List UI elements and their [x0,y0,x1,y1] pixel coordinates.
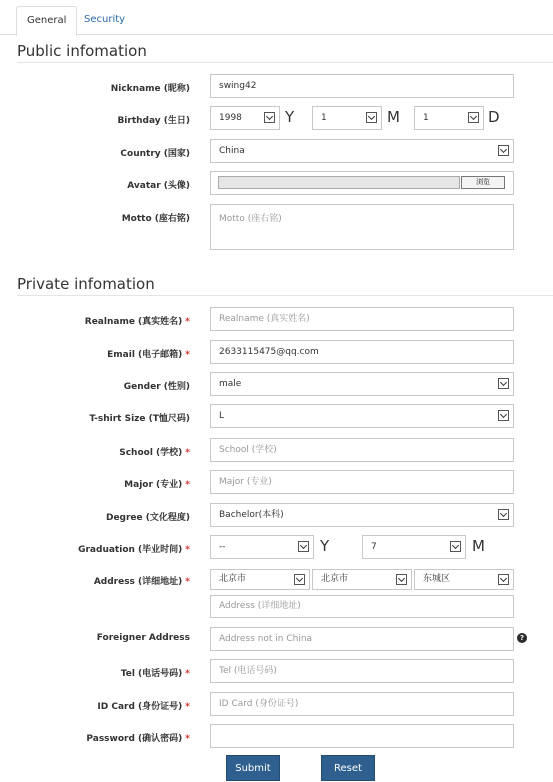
email-label-text: Email (电子邮箱) [107,350,183,360]
private-section-divider [17,295,553,296]
school-label-text: School (学校) [119,448,183,458]
realname-label [85,314,190,327]
major-input[interactable]: Major (专业) [210,470,514,494]
chevron-down-icon [396,574,407,585]
submit-button[interactable]: Submit [226,755,280,781]
password-input[interactable] [210,724,514,748]
graduation-month-value: 7 [371,542,377,552]
birthday-label: Birthday (生日) [117,116,190,126]
birthday-month-unit: M [387,108,400,126]
school-input[interactable]: School (学校) [210,438,514,462]
address-city-value: 北京市 [321,574,349,584]
chevron-down-icon [450,541,461,552]
gender-select[interactable] [210,372,514,396]
tshirt-value: L [219,411,225,421]
graduation-year-select[interactable] [210,535,314,559]
chevron-down-icon [498,509,509,520]
birthday-month-value: 1 [321,113,327,123]
country-select[interactable] [210,139,514,163]
foreigner-address-label: Foreigner Address [96,633,190,643]
private-section-title: Private infomation [17,275,155,293]
graduation-month-select[interactable] [362,535,466,559]
chevron-down-icon [498,574,509,585]
avatar-browse-button[interactable]: 浏览 [461,176,505,189]
birthday-year-select[interactable] [210,106,280,130]
tel-label [121,666,190,679]
country-value: China [219,146,245,156]
major-label [124,477,190,490]
nickname-input[interactable]: swing42 [210,74,514,98]
degree-label: Degree (文化程度) [105,513,190,523]
help-icon[interactable]: ? [517,633,527,643]
motto-label: Motto (座右铭) [121,214,190,224]
address-district-select[interactable] [414,569,514,590]
birthday-day-unit: D [488,108,500,126]
idcard-label-text: ID Card (身份证号) [97,702,183,712]
realname-label-text: Realname (真实姓名) [84,317,183,327]
major-label-text: Major (专业) [124,480,183,490]
tab-bar [0,0,553,35]
birthday-day-select[interactable] [414,106,484,130]
birthday-year-unit: Y [285,108,295,126]
password-label [86,731,190,744]
required-mark: * [185,734,190,744]
gender-label: Gender (性别) [123,382,190,392]
motto-textarea[interactable]: Motto (座右铭) [210,204,514,250]
tab-security[interactable]: Security [84,14,126,25]
chevron-down-icon [498,378,509,389]
public-section-divider [17,62,553,63]
required-mark: * [185,480,190,490]
graduation-year-value: -- [219,542,226,552]
graduation-year-unit: Y [320,537,330,555]
public-section-title: Public infomation [17,42,147,60]
required-mark: * [185,350,190,360]
degree-select[interactable] [210,503,514,527]
tel-label-text: Tel (电话号码) [120,669,183,679]
address-label [94,574,190,587]
idcard-label [97,699,190,712]
required-mark: * [185,577,190,587]
chevron-down-icon [298,541,309,552]
nickname-label: Nickname (昵称) [110,84,190,94]
chevron-down-icon [498,145,509,156]
birthday-month-select[interactable] [312,106,382,130]
required-mark: * [185,448,190,458]
school-label [119,445,190,458]
graduation-label [78,542,190,555]
tshirt-select[interactable] [210,404,514,428]
chevron-down-icon [294,574,305,585]
address-city-select[interactable] [312,569,412,590]
password-label-text: Password (确认密码) [86,734,183,744]
avatar-label: Avatar (头像) [127,181,190,191]
address-province-value: 北京市 [219,574,247,584]
required-mark: * [185,317,190,327]
reset-button[interactable]: Reset [321,755,375,781]
tab-general[interactable]: General [16,6,77,36]
realname-input[interactable]: Realname (真实姓名) [210,307,514,331]
avatar-file-path[interactable] [218,176,460,189]
email-label [107,347,190,360]
idcard-input[interactable]: ID Card (身份证号) [210,692,514,716]
required-mark: * [185,669,190,679]
gender-value: male [219,379,242,389]
address-province-select[interactable] [210,569,310,590]
required-mark: * [185,545,190,555]
chevron-down-icon [366,112,377,123]
chevron-down-icon [264,112,275,123]
email-input[interactable]: 2633115475@qq.com [210,340,514,364]
chevron-down-icon [498,410,509,421]
degree-value: Bachelor(本科) [219,510,284,520]
country-label: Country (国家) [120,149,190,159]
address-label-text: Address (详细地址) [93,577,183,587]
tel-input[interactable]: Tel (电话号码) [210,659,514,683]
foreigner-address-input[interactable]: Address not in China [210,627,514,651]
birthday-day-value: 1 [423,113,429,123]
address-district-value: 东城区 [423,574,451,584]
address-detail-input[interactable]: Address (详细地址) [210,595,514,618]
birthday-year-value: 1998 [219,113,242,123]
required-mark: * [185,702,190,712]
graduation-label-text: Graduation (毕业时间) [78,545,183,555]
tshirt-label: T-shirt Size (T恤尺码) [89,414,190,424]
chevron-down-icon [468,112,479,123]
graduation-month-unit: M [472,537,485,555]
